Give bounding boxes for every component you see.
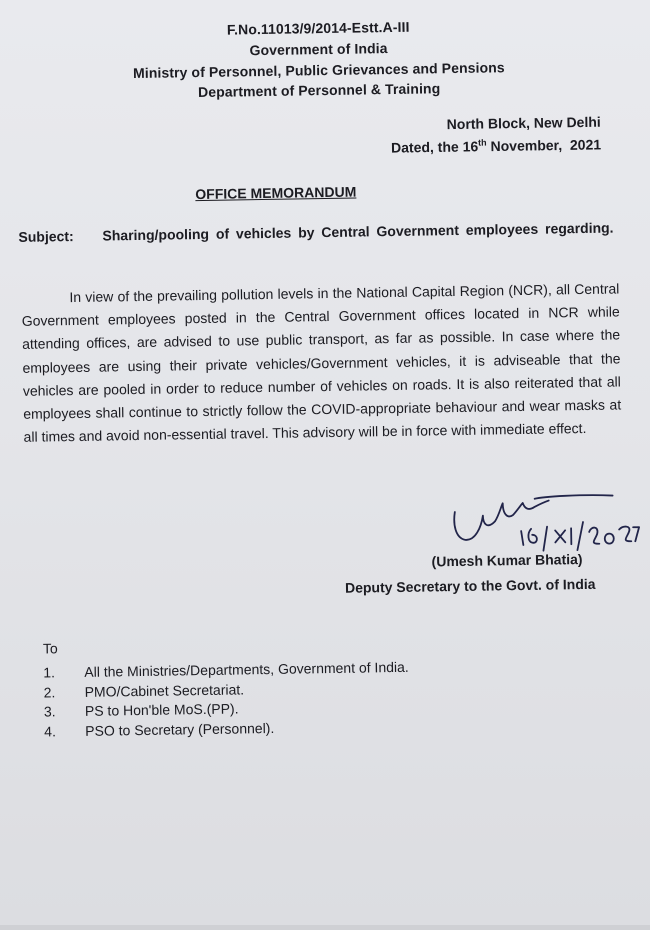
handwritten-signature	[443, 491, 644, 554]
list-item-text: All the Ministries/Departments, Government of India.	[84, 659, 409, 680]
date-prefix: Dated, the 16	[391, 138, 478, 155]
ministry-name: Ministry of Personnel, Public Grievances and Pensions	[0, 57, 644, 83]
file-number: F.No.11013/9/2014-Estt.A-III	[0, 15, 643, 41]
list-item-text: PSO to Secretary (Personnel).	[85, 719, 274, 738]
list-item-text: PMO/Cabinet Secretariat.	[84, 681, 244, 700]
date-rest: November, 2021	[487, 136, 602, 154]
place: North Block, New Delhi	[447, 114, 601, 132]
body-paragraph: In view of the prevailing pollution levels in the National Capital Region (NCR), all Central Government employees posted in the Central Government offices located in NCR while attending offices, are advised to use public transport, as far as possible. In case where the employees are using their private vehicles/Government vehicles, it is adviseable that the vehicles are pooled in order to reduce number of vehicles on roads. It is also reiterated that all employees shall continue to strictly follow the COVID-appropriate behaviour and wear masks at all times and avoid non-essential travel. This advisory will be in force with immediate effect.	[21, 277, 621, 449]
signatory-name: (Umesh Kumar Bhatia)	[431, 551, 582, 569]
to-label: To	[43, 640, 58, 656]
subject-label: Subject:	[18, 226, 74, 248]
memo-date	[391, 136, 601, 156]
memo-title: OFFICE MEMORANDUM	[0, 180, 556, 205]
list-item-text: PS to Hon'ble MoS.(PP).	[85, 700, 239, 718]
recipient-list	[43, 665, 44, 743]
date-suffix: th	[478, 138, 487, 148]
list-item-number: 1.	[43, 664, 73, 680]
subject-block	[18, 217, 618, 226]
list-item-number: 3.	[44, 703, 74, 719]
subject-text: Sharing/pooling of vehicles by Central Government employees regarding.	[102, 217, 622, 246]
signatory-designation: Deputy Secretary to the Govt. of India	[345, 576, 596, 596]
government-name: Government of India	[0, 36, 644, 62]
list-item-number: 4.	[44, 723, 74, 739]
department-name: Department of Personnel & Training	[0, 77, 644, 103]
list-item-number: 2.	[43, 684, 73, 700]
